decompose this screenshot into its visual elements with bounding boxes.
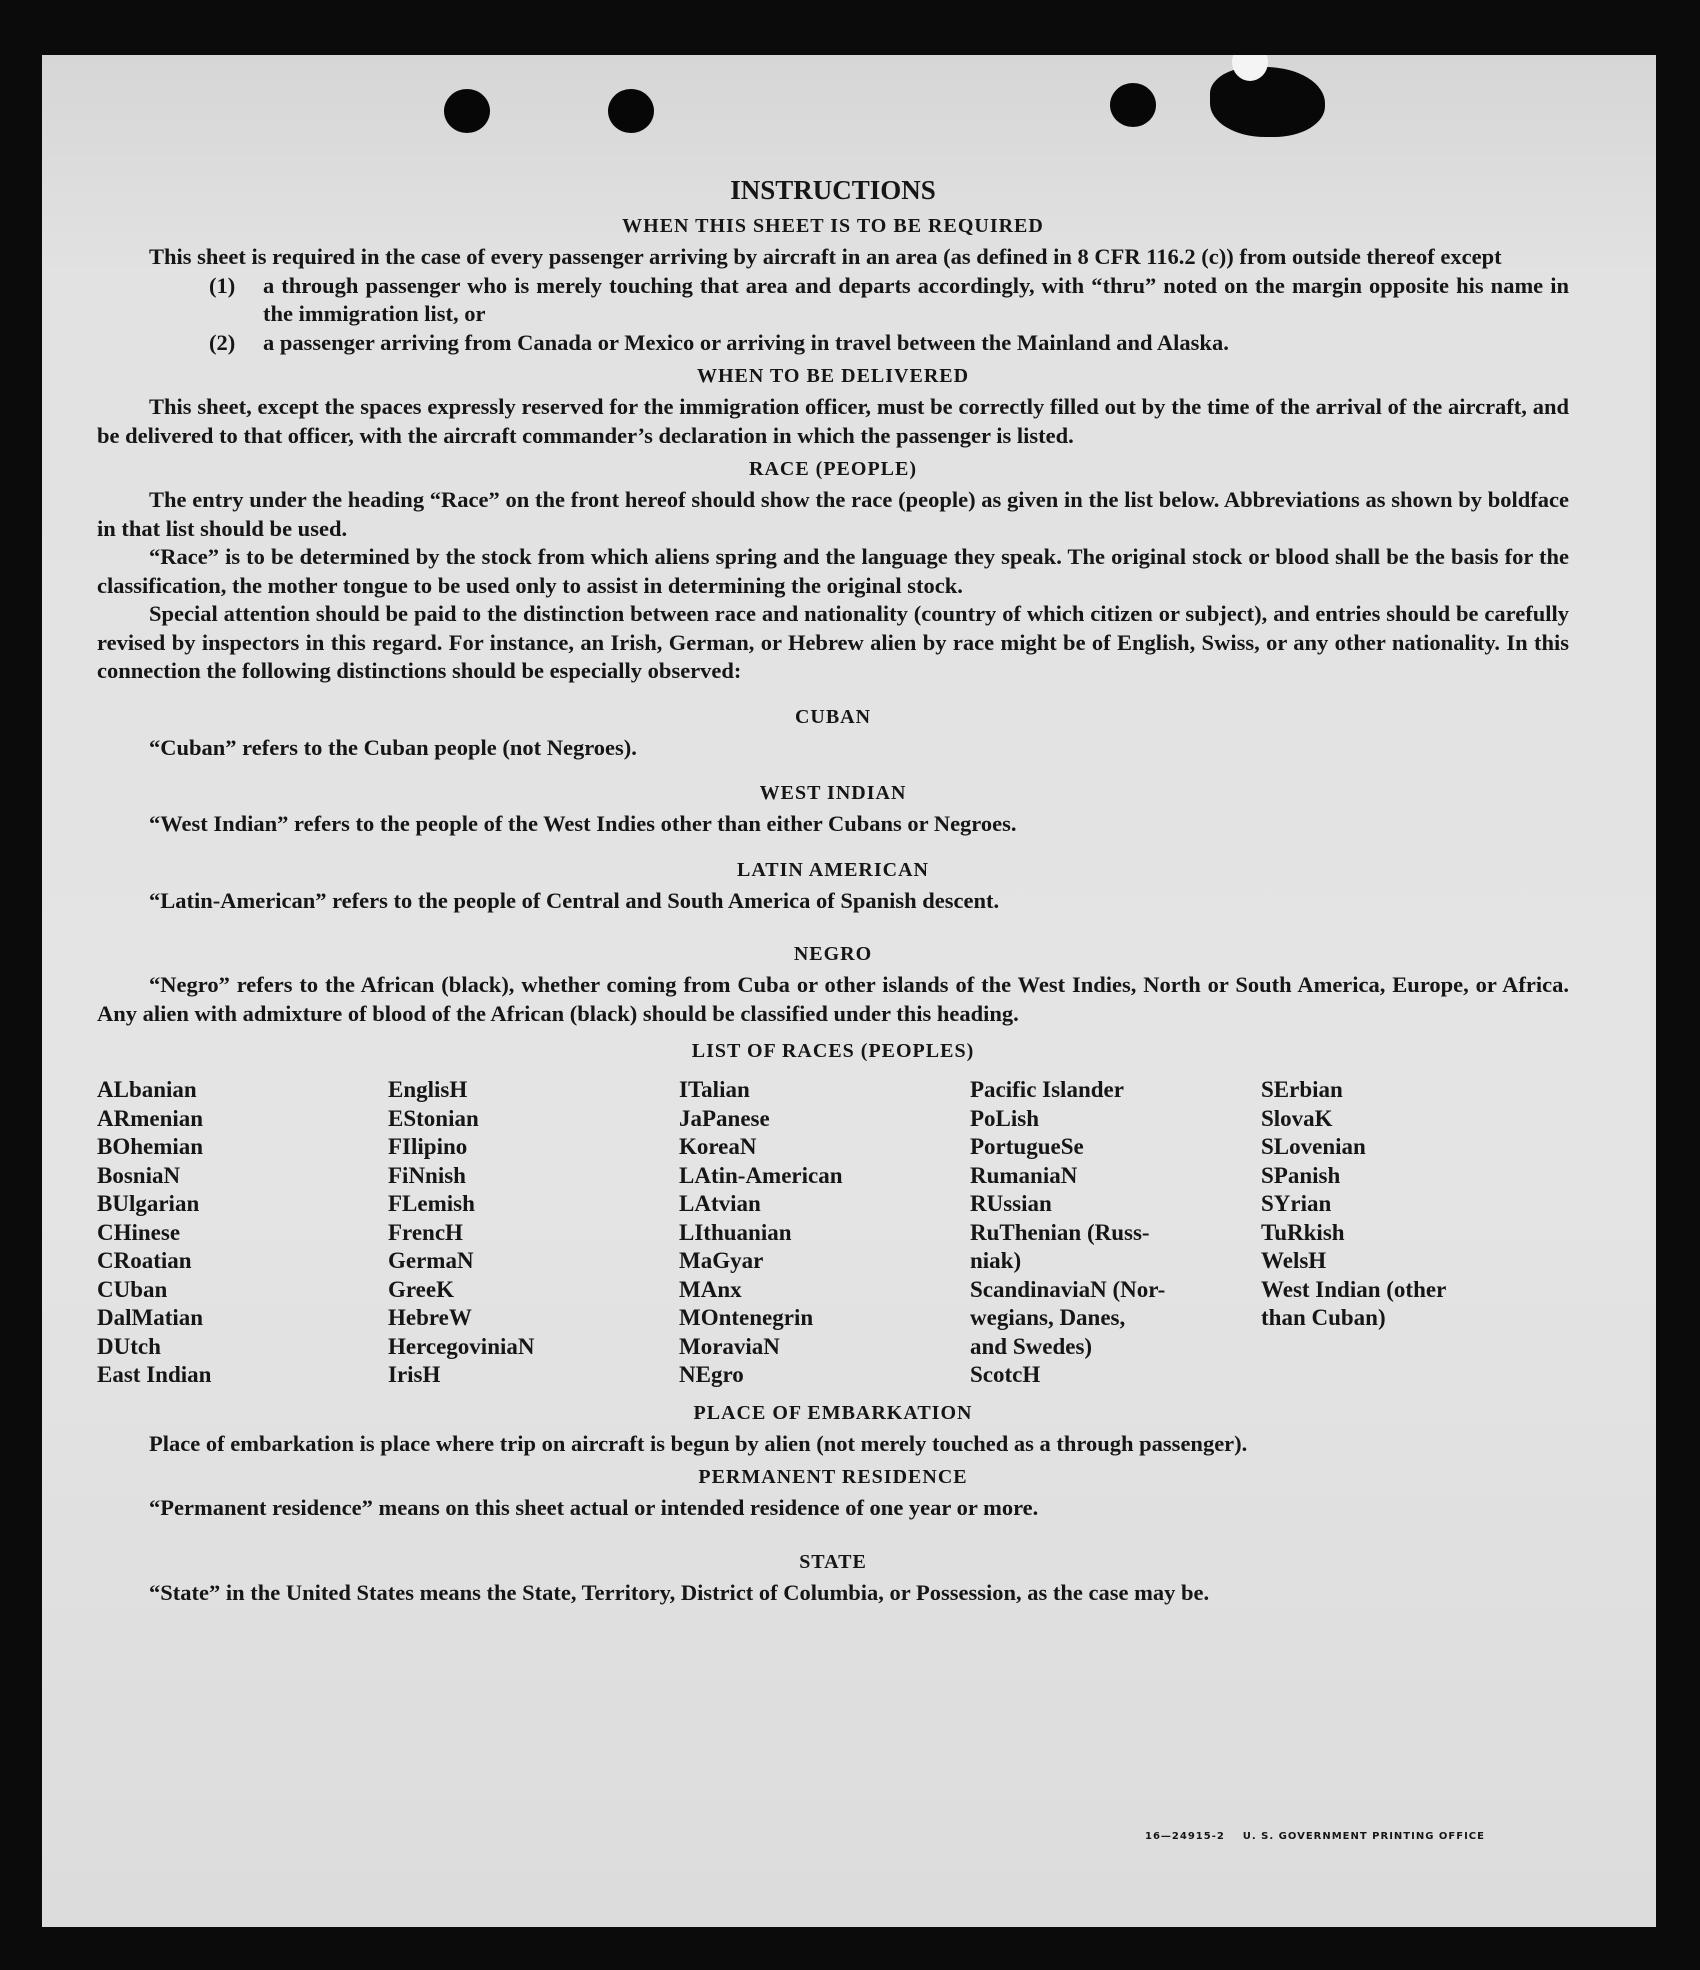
heading-residence: PERMANENT RESIDENCE <box>698 1466 968 1488</box>
race-entry: GermaN <box>388 1248 474 1273</box>
race-entry: FrencH <box>388 1219 463 1245</box>
race-entry: FLemish <box>388 1191 475 1216</box>
race-entry: RUssian <box>970 1191 1052 1216</box>
race-entry: NEgro <box>679 1362 744 1387</box>
latin-american-text: “Latin-American” refers to the people of Central and South America of Spanish descent. <box>149 887 1000 913</box>
race-entry: BUlgarian <box>97 1191 200 1216</box>
race-entry: HercegoviniaN <box>388 1333 535 1359</box>
race-entry: East Indian <box>97 1362 212 1387</box>
race-entry: TuRkish <box>1261 1219 1345 1245</box>
races-column <box>679 1076 970 1390</box>
race-entry: SlovaK <box>1261 1105 1333 1131</box>
race-entry: WelsH <box>1261 1248 1327 1273</box>
exception-text: a passenger arriving from Canada or Mexico or arriving in travel between the Mainland and Alaska. <box>263 329 1229 355</box>
race-entry: SLovenian <box>1261 1134 1366 1159</box>
torn-corner-mark <box>1210 67 1325 137</box>
race-entry: JaPanese <box>679 1105 770 1131</box>
race-entry: LAtin-American <box>679 1162 843 1188</box>
document-sheet <box>42 55 1656 1927</box>
race-entry: SYrian <box>1261 1191 1332 1216</box>
race-entry: MOntenegrin <box>679 1305 814 1330</box>
race-entry: SPanish <box>1261 1162 1341 1188</box>
instructions-body <box>97 173 1569 1607</box>
races-list <box>97 1076 1569 1390</box>
race-entry: DalMatian <box>97 1305 204 1330</box>
embarkation-text: Place of embarkation is place where trip on aircraft is begun by alien (not merely touched as a through passenger). <box>149 1430 1248 1456</box>
heading-list-of-races: LIST OF RACES (PEOPLES) <box>691 1040 975 1062</box>
printer-imprint <box>1145 1831 1485 1842</box>
heading-west-indian: WEST INDIAN <box>759 782 907 804</box>
race-entry: CUban <box>97 1276 168 1302</box>
race-entry: PoLish <box>970 1105 1040 1131</box>
exception-item <box>209 272 1569 329</box>
punch-hole-center-left <box>608 89 654 133</box>
race-entry: FiNnish <box>388 1162 466 1188</box>
cuban-text: “Cuban” refers to the Cuban people (not Negroes). <box>149 734 637 760</box>
heading-state: STATE <box>799 1550 867 1573</box>
race-entry: BosniaN <box>97 1162 181 1188</box>
race-entry: MaGyar <box>679 1248 764 1273</box>
race-entry: EnglisH <box>388 1077 468 1102</box>
heading-cuban: CUBAN <box>794 705 872 728</box>
race-entry: Pacific Islander <box>970 1077 1124 1102</box>
races-column <box>970 1076 1261 1390</box>
race-entry: HebreW <box>388 1305 472 1330</box>
race-entry: LAtvian <box>679 1191 761 1216</box>
exception-number: (2) <box>209 329 236 355</box>
printer-name: U. S. GOVERNMENT PRINTING OFFICE <box>1242 1831 1485 1842</box>
race-entry: KoreaN <box>679 1134 757 1159</box>
race-entry: RuThenian (Russ- <box>970 1219 1150 1245</box>
when-required-intro: This sheet is required in the case of every passenger arriving by aircraft in an area (as defined in 8 CFR 116.2 (c)) from outside thereof except <box>149 244 1502 269</box>
punch-hole-center-right <box>1110 83 1156 127</box>
negro-text: “Negro” refers to the African (black), whether coming from Cuba or other islands of the West Indies, North or South America, Europe, or Africa. Any alien with admixture of blood of the African (black) should be classified under this heading. <box>97 972 1569 1026</box>
race-entry: GreeK <box>388 1276 454 1302</box>
exception-number: (1) <box>209 272 236 298</box>
race-entry: ARmenian <box>97 1105 204 1131</box>
race-entry: niak) <box>970 1248 1022 1273</box>
race-paragraph: “Race” is to be determined by the stock from which aliens spring and the language they speak. The original stock or blood shall be the basis for the classification, the mother tongue to be used only to assist in determining the original stock. <box>97 544 1569 598</box>
when-delivered-text: This sheet, except the spaces expressly reserved for the immigration officer, must be correctly filled out by the time of the arrival of the aircraft, and be delivered to that officer, with the aircraft commander’s declaration in which the passenger is listed. <box>97 394 1569 448</box>
state-text: “State” in the United States means the State, Territory, District of Columbia, or Possession, as the case may be. <box>149 1579 1210 1605</box>
race-entry: PortugueSe <box>970 1134 1084 1159</box>
residence-text: “Permanent residence” means on this sheet actual or intended residence of one year or more. <box>149 1495 1039 1520</box>
exception-text: a through passenger who is merely touching that area and departs accordingly, with “thru” noted on the margin opposite his name in the immigration list, or <box>263 272 1569 326</box>
page-title: INSTRUCTIONS <box>730 175 936 205</box>
exception-item <box>209 329 1569 358</box>
heading-when-required: WHEN THIS SHEET IS TO BE REQUIRED <box>622 215 1044 237</box>
races-column <box>97 1076 388 1390</box>
race-entry: MoraviaN <box>679 1333 780 1359</box>
race-entry: than Cuban) <box>1261 1305 1386 1330</box>
race-entry: ALbanian <box>97 1077 197 1102</box>
west-indian-text: “West Indian” refers to the people of the West Indies other than either Cubans or Negroes. <box>149 811 1017 836</box>
punch-hole-left <box>444 89 490 133</box>
race-entry: BOhemian <box>97 1134 204 1159</box>
races-column <box>1261 1076 1561 1390</box>
form-code: 16—24915-2 <box>1145 1831 1225 1842</box>
race-entry: West Indian (other <box>1261 1276 1447 1302</box>
race-entry: FIlipino <box>388 1134 468 1159</box>
heading-negro: NEGRO <box>793 943 873 965</box>
races-column <box>388 1076 679 1390</box>
heading-embarkation: PLACE OF EMBARKATION <box>693 1401 973 1424</box>
race-entry: IrisH <box>388 1362 441 1387</box>
race-paragraph: Special attention should be paid to the distinction between race and nationality (country of which citizen or subject), and entries should be carefully revised by inspectors in this regard. For instance, an Irish, German, or Hebrew alien by race might be of English, Swiss, or any other nationality. In this connection the following distinctions should be especially observed: <box>97 601 1569 683</box>
heading-when-delivered: WHEN TO BE DELIVERED <box>696 365 970 387</box>
race-entry: wegians, Danes, <box>970 1305 1126 1330</box>
race-entry: LIthuanian <box>679 1219 792 1245</box>
heading-race: RACE (PEOPLE) <box>749 458 917 480</box>
race-entry: DUtch <box>97 1333 161 1359</box>
race-entry: and Swedes) <box>970 1333 1093 1359</box>
race-paragraph: The entry under the heading “Race” on the front hereof should show the race (people) as given in the list below. Abbreviations as shown by boldface in that list should be used. <box>97 487 1569 541</box>
race-entry: MAnx <box>679 1276 742 1302</box>
race-entry: CHinese <box>97 1219 181 1245</box>
heading-latin-american: LATIN AMERICAN <box>737 858 929 881</box>
race-entry: RumaniaN <box>970 1162 1078 1188</box>
race-entry: CRoatian <box>97 1248 192 1273</box>
race-entry: ScotcH <box>970 1362 1041 1387</box>
race-entry: EStonian <box>388 1105 479 1131</box>
race-entry: ITalian <box>679 1077 750 1102</box>
race-entry: ScandinaviaN (Nor- <box>970 1276 1166 1302</box>
race-entry: SErbian <box>1261 1077 1343 1102</box>
